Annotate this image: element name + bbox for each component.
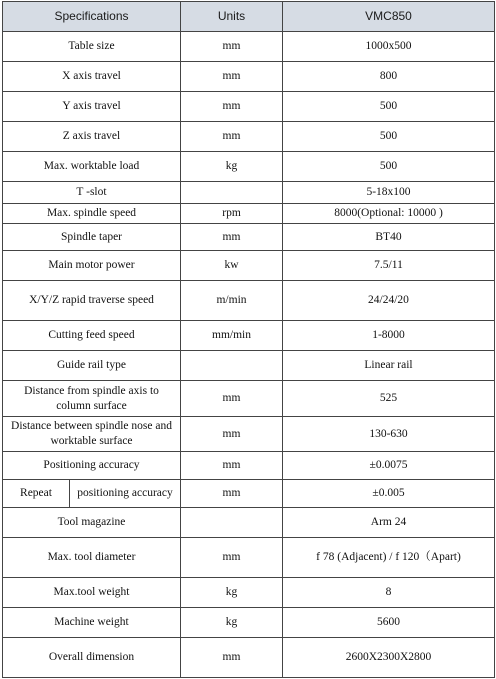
table-row bbox=[3, 538, 495, 578]
value-cell: 500 bbox=[283, 122, 495, 152]
value-cell: 5-18x100 bbox=[283, 182, 495, 204]
unit-cell: mm bbox=[181, 224, 283, 251]
spec-cell: Max. worktable load bbox=[3, 152, 181, 182]
value-cell: 5600 bbox=[283, 608, 495, 638]
header-units: Units bbox=[181, 2, 283, 32]
table-row bbox=[3, 417, 495, 452]
table-row bbox=[3, 251, 495, 281]
unit-cell bbox=[181, 351, 283, 381]
spec-cell: Z axis travel bbox=[3, 122, 181, 152]
unit-cell: kg bbox=[181, 152, 283, 182]
spec-cell: Main motor power bbox=[3, 251, 181, 281]
spec-cell: Overall dimension bbox=[3, 638, 181, 678]
unit-cell: mm bbox=[181, 381, 283, 417]
table-body bbox=[3, 32, 495, 678]
value-cell: 130-630 bbox=[283, 417, 495, 452]
spec-cell: Table size bbox=[3, 32, 181, 62]
spec-cell-part-b: positioning accuracy bbox=[77, 487, 173, 499]
spec-cell: Max. tool diameter bbox=[3, 538, 181, 578]
table-row bbox=[3, 281, 495, 321]
unit-cell: mm bbox=[181, 538, 283, 578]
spec-cell: Machine weight bbox=[3, 608, 181, 638]
spec-cell: Tool magazine bbox=[3, 508, 181, 538]
spec-cell-split bbox=[3, 480, 181, 508]
table-row bbox=[3, 508, 495, 538]
unit-cell bbox=[181, 508, 283, 538]
value-cell: 500 bbox=[283, 92, 495, 122]
table-row bbox=[3, 122, 495, 152]
unit-cell: mm bbox=[181, 417, 283, 452]
unit-cell: kw bbox=[181, 251, 283, 281]
value-cell: ±0.0075 bbox=[283, 452, 495, 480]
spec-cell: Max.tool weight bbox=[3, 578, 181, 608]
unit-cell: kg bbox=[181, 608, 283, 638]
value-cell: 7.5/11 bbox=[283, 251, 495, 281]
table-row bbox=[3, 204, 495, 224]
unit-cell: mm bbox=[181, 480, 283, 508]
header-specifications: Specifications bbox=[3, 2, 181, 32]
spec-cell: X/Y/Z rapid traverse speed bbox=[3, 281, 181, 321]
table-header bbox=[3, 2, 495, 32]
unit-cell: m/min bbox=[181, 281, 283, 321]
table-row bbox=[3, 351, 495, 381]
table-row bbox=[3, 608, 495, 638]
value-cell: 8 bbox=[283, 578, 495, 608]
table-row bbox=[3, 321, 495, 351]
value-cell: 2600X2300X2800 bbox=[283, 638, 495, 678]
spec-cell: Distance between spindle nose and worktable surface bbox=[3, 417, 181, 452]
spec-cell: X axis travel bbox=[3, 62, 181, 92]
spec-cell-part-a: Repeat bbox=[3, 480, 70, 507]
table-row bbox=[3, 224, 495, 251]
spec-cell: Positioning accuracy bbox=[3, 452, 181, 480]
spec-cell: Spindle taper bbox=[3, 224, 181, 251]
value-cell: 525 bbox=[283, 381, 495, 417]
unit-cell: mm bbox=[181, 452, 283, 480]
table-row bbox=[3, 480, 495, 508]
table-row bbox=[3, 182, 495, 204]
value-cell: BT40 bbox=[283, 224, 495, 251]
spec-cell: T -slot bbox=[3, 182, 181, 204]
spec-cell: Cutting feed speed bbox=[3, 321, 181, 351]
unit-cell: mm bbox=[181, 638, 283, 678]
value-cell: 8000(Optional: 10000 ) bbox=[283, 204, 495, 224]
spec-cell: Distance from spindle axis to column surface bbox=[3, 381, 181, 417]
unit-cell: mm bbox=[181, 122, 283, 152]
unit-cell: mm/min bbox=[181, 321, 283, 351]
value-cell: Linear rail bbox=[283, 351, 495, 381]
spec-cell: Guide rail type bbox=[3, 351, 181, 381]
unit-cell: mm bbox=[181, 32, 283, 62]
value-cell: 800 bbox=[283, 62, 495, 92]
value-cell: 1000x500 bbox=[283, 32, 495, 62]
spec-cell: Y axis travel bbox=[3, 92, 181, 122]
table-row bbox=[3, 638, 495, 678]
value-cell: f 78 (Adjacent) / f 120（Apart) bbox=[283, 538, 495, 578]
value-cell: 24/24/20 bbox=[283, 281, 495, 321]
table-row bbox=[3, 152, 495, 182]
table-row bbox=[3, 578, 495, 608]
value-cell: ±0.005 bbox=[283, 480, 495, 508]
value-cell: 1-8000 bbox=[283, 321, 495, 351]
unit-cell: mm bbox=[181, 92, 283, 122]
unit-cell: rpm bbox=[181, 204, 283, 224]
table-row bbox=[3, 62, 495, 92]
table-row bbox=[3, 32, 495, 62]
spec-cell: Max. spindle speed bbox=[3, 204, 181, 224]
table-row bbox=[3, 92, 495, 122]
value-cell: Arm 24 bbox=[283, 508, 495, 538]
specifications-table bbox=[2, 1, 495, 678]
header-model: VMC850 bbox=[283, 2, 495, 32]
table-row bbox=[3, 452, 495, 480]
table-row bbox=[3, 381, 495, 417]
header-row bbox=[3, 2, 495, 32]
unit-cell bbox=[181, 182, 283, 204]
value-cell: 500 bbox=[283, 152, 495, 182]
unit-cell: mm bbox=[181, 62, 283, 92]
unit-cell: kg bbox=[181, 578, 283, 608]
